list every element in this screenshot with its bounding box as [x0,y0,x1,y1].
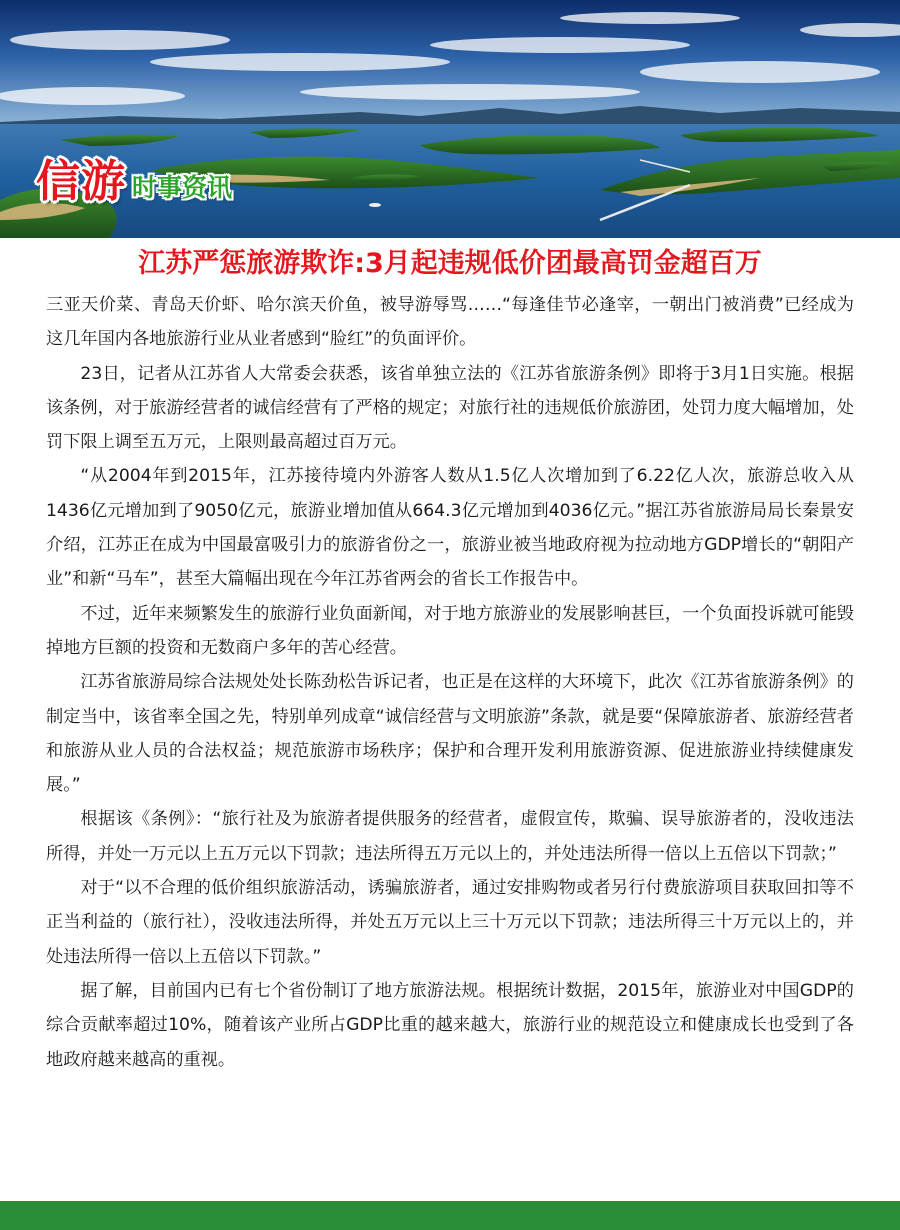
article-paragraph: 对于“以不合理的低价组织旅游活动，诱骗旅游者，通过安排购物或者另行付费旅游项目获取回扣等不正当利益的（旅行社），没收违法所得，并处五万元以上三十万元以下罚款；违法所得三十万元以上的，并处违法所得一倍以上五倍以下罚款。” [46,878,854,967]
article-paragraph: 23日，记者从江苏省人大常委会获悉，该省单独立法的《江苏省旅游条例》即将于3月1日实施。根据该条例，对于旅游经营者的诚信经营有了严格的规定；对旅行社的违规低价旅游团，处罚力度大幅增加，处罚下限上调至五万元，上限则最高超过百万元。 [46,363,854,453]
brand-name: 信游 [36,156,126,207]
article-paragraph: 根据该《条例》：“旅行社及为旅游者提供服务的经营者，虚假宣传，欺骗、误导旅游者的，没收违法所得，并处一万元以上五万元以下罚款；违法所得五万元以上的，并处违法所得一倍以上五倍以下罚款；” [46,809,854,864]
article-paragraph: 据了解，目前国内已有七个省份制订了地方旅游法规。根据统计数据，2015年，旅游业对中国GDP的综合贡献率超过10%，随着该产业所占GDP比重的越来越大，旅游行业的规范设立和健康成长也受到了各地政府越来越高的重视。 [46,980,854,1070]
article-paragraph: 不过，近年来频繁发生的旅游行业负面新闻，对于地方旅游业的发展影响甚巨，一个负面投诉就可能毁掉地方巨额的投资和无数商户多年的苦心经营。 [46,603,854,658]
footer-bar [0,1201,900,1230]
brand-section: 时事资讯 [132,173,233,202]
article-paragraph: 江苏省旅游局综合法规处处长陈劲松告诉记者，也正是在这样的大环境下，此次《江苏省旅游条例》的制定当中，该省率全国之先，特别单列成章“诚信经营与文明旅游”条款，就是要“保障旅游者、旅游经营者和旅游从业人员的合法权益；规范旅游市场秩序；保护和合理开发利用旅游资源、促进旅游业持续健康发展。” [46,672,854,796]
header-banner [0,0,900,238]
article-paragraph: “从2004年到2015年，江苏接待境内外游客人数从1.5亿人次增加到了6.22亿人次，旅游总收入从1436亿元增加到了9050亿元，旅游业增加值从664.3亿元增加到4036亿元。”据江苏省旅游局局长秦景安介绍，江苏正在成为中国最富吸引力的旅游省份之一，旅游业被当地政府视为拉动地方GDP增长的“朝阳产业”和新“马车”，甚至大篇幅出现在今年江苏省两会的省长工作报告中。 [46,466,854,590]
article-title: 江苏严惩旅游欺诈:3月起违规低价团最高罚金超百万 [138,248,762,279]
article-body [46,288,854,1077]
article-paragraph: 三亚天价菜、青岛天价虾、哈尔滨天价鱼，被导游辱骂……“每逢佳节必逢宰，一朝出门被消费”已经成为这几年国内各地旅游行业从业者感到“脸红”的负面评价。 [46,295,854,350]
brand-logo [36,145,232,209]
